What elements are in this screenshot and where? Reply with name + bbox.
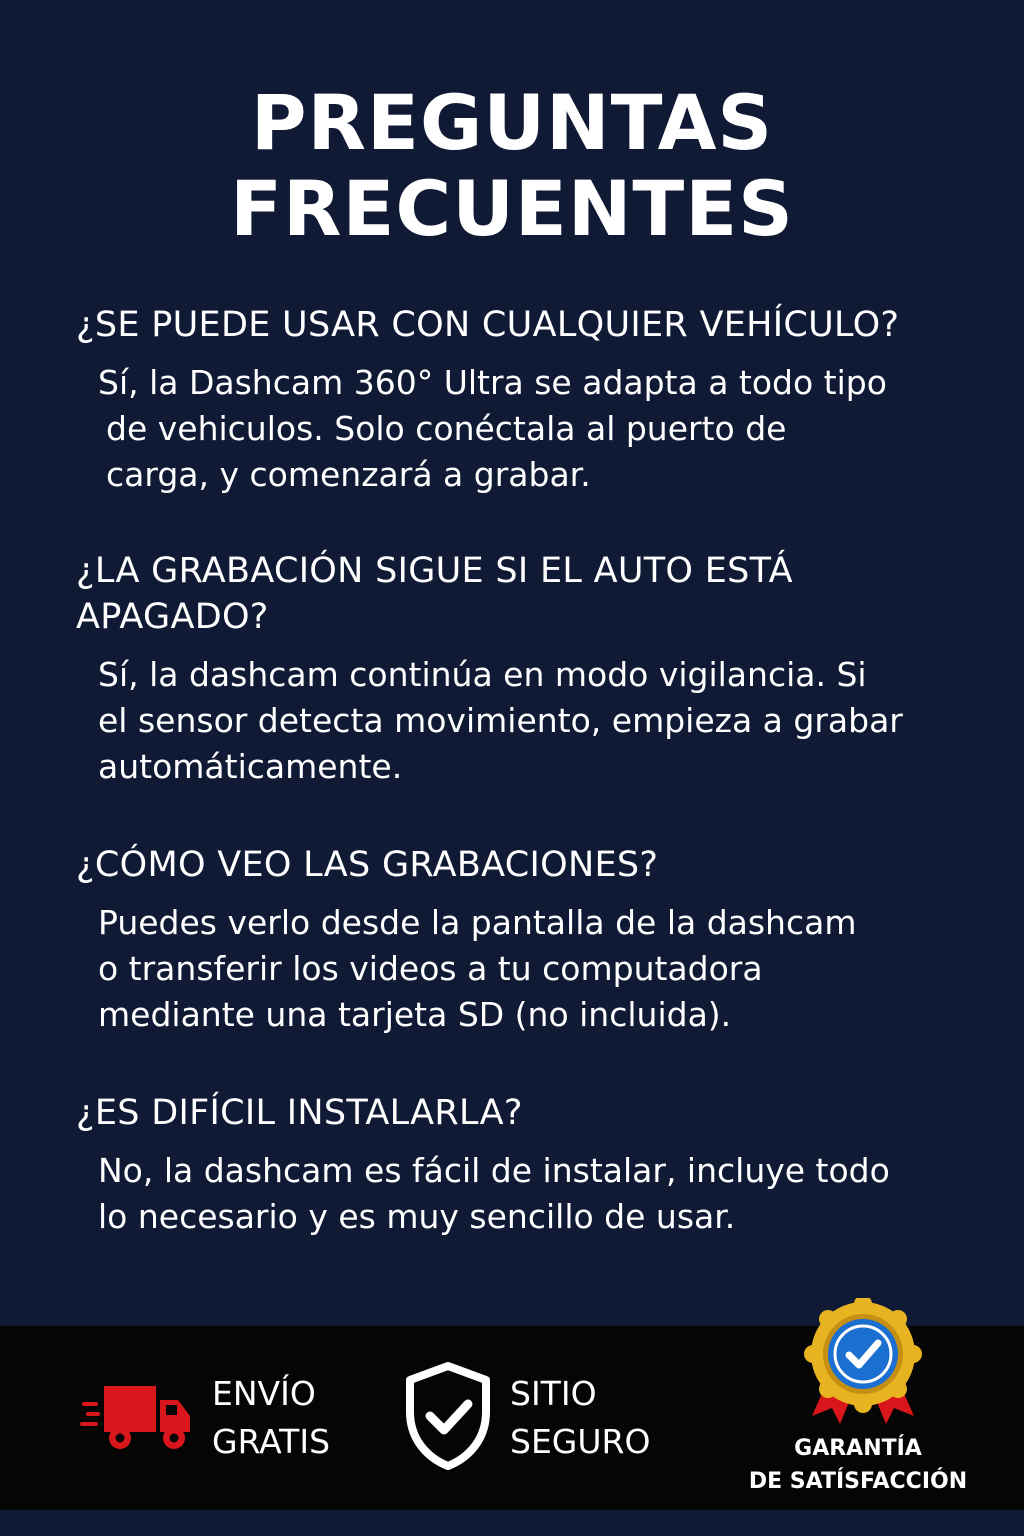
answer-line: No, la dashcam es fácil de instalar, incluye todo — [98, 1151, 890, 1190]
page-title — [0, 80, 1024, 252]
question-line: APAGADO? — [76, 597, 269, 637]
free-shipping-line-2: GRATIS — [212, 1422, 331, 1461]
secure-site-line-2: SEGURO — [510, 1422, 651, 1461]
title-line-2: FRECUENTES — [230, 164, 794, 253]
shield-check-icon — [402, 1360, 494, 1472]
bottom-strip — [0, 1510, 1024, 1536]
secure-site-label — [510, 1370, 650, 1466]
faq-item-vehicle — [76, 302, 996, 498]
answer-line: carga, y comenzará a grabar. — [106, 455, 591, 494]
faq-answer — [76, 652, 996, 790]
guarantee-line-1: GARANTÍA — [794, 1436, 922, 1461]
faq-item-recording-off — [76, 548, 996, 790]
faq-question: ¿CÓMO VEO LAS GRABACIONES? — [76, 845, 659, 885]
faq-answer — [76, 360, 996, 498]
answer-line: Puedes verlo desde la pantalla de la dashcam — [98, 903, 857, 942]
delivery-truck-icon — [80, 1380, 192, 1452]
answer-line: automáticamente. — [98, 747, 403, 786]
answer-line: lo necesario y es muy sencillo de usar. — [98, 1197, 736, 1236]
question-line: ¿LA GRABACIÓN SIGUE SI EL AUTO ESTÁ — [76, 551, 793, 591]
faq-answer — [76, 900, 996, 1038]
answer-line: el sensor detecta movimiento, empieza a grabar — [98, 701, 903, 740]
faq-item-installation — [76, 1090, 996, 1240]
answer-line: o transferir los videos a tu computadora — [98, 949, 763, 988]
faq-answer — [76, 1148, 996, 1240]
answer-line: Sí, la dashcam continúa en modo vigilancia. Si — [98, 655, 867, 694]
free-shipping-label — [212, 1370, 330, 1466]
faq-question: ¿SE PUEDE USAR CON CUALQUIER VEHÍCULO? — [76, 305, 900, 345]
guarantee-label — [740, 1432, 976, 1498]
guarantee-line-2: DE SATÍSFACCIÓN — [748, 1469, 968, 1494]
free-shipping-line-1: ENVÍO — [212, 1374, 316, 1413]
faq-item-view-recordings — [76, 842, 996, 1038]
title-line-1: PREGUNTAS — [250, 78, 774, 167]
answer-line: Sí, la Dashcam 360° Ultra se adapta a todo tipo — [98, 363, 887, 402]
faq-question — [76, 548, 996, 640]
faq-question: ¿ES DIFÍCIL INSTALARLA? — [76, 1093, 523, 1133]
answer-line: de vehiculos. Solo conéctala al puerto de — [106, 409, 787, 448]
answer-line: mediante una tarjeta SD (no incluida). — [98, 995, 732, 1034]
secure-site-line-1: SITIO — [510, 1374, 597, 1413]
seal-check-icon — [798, 1298, 928, 1426]
